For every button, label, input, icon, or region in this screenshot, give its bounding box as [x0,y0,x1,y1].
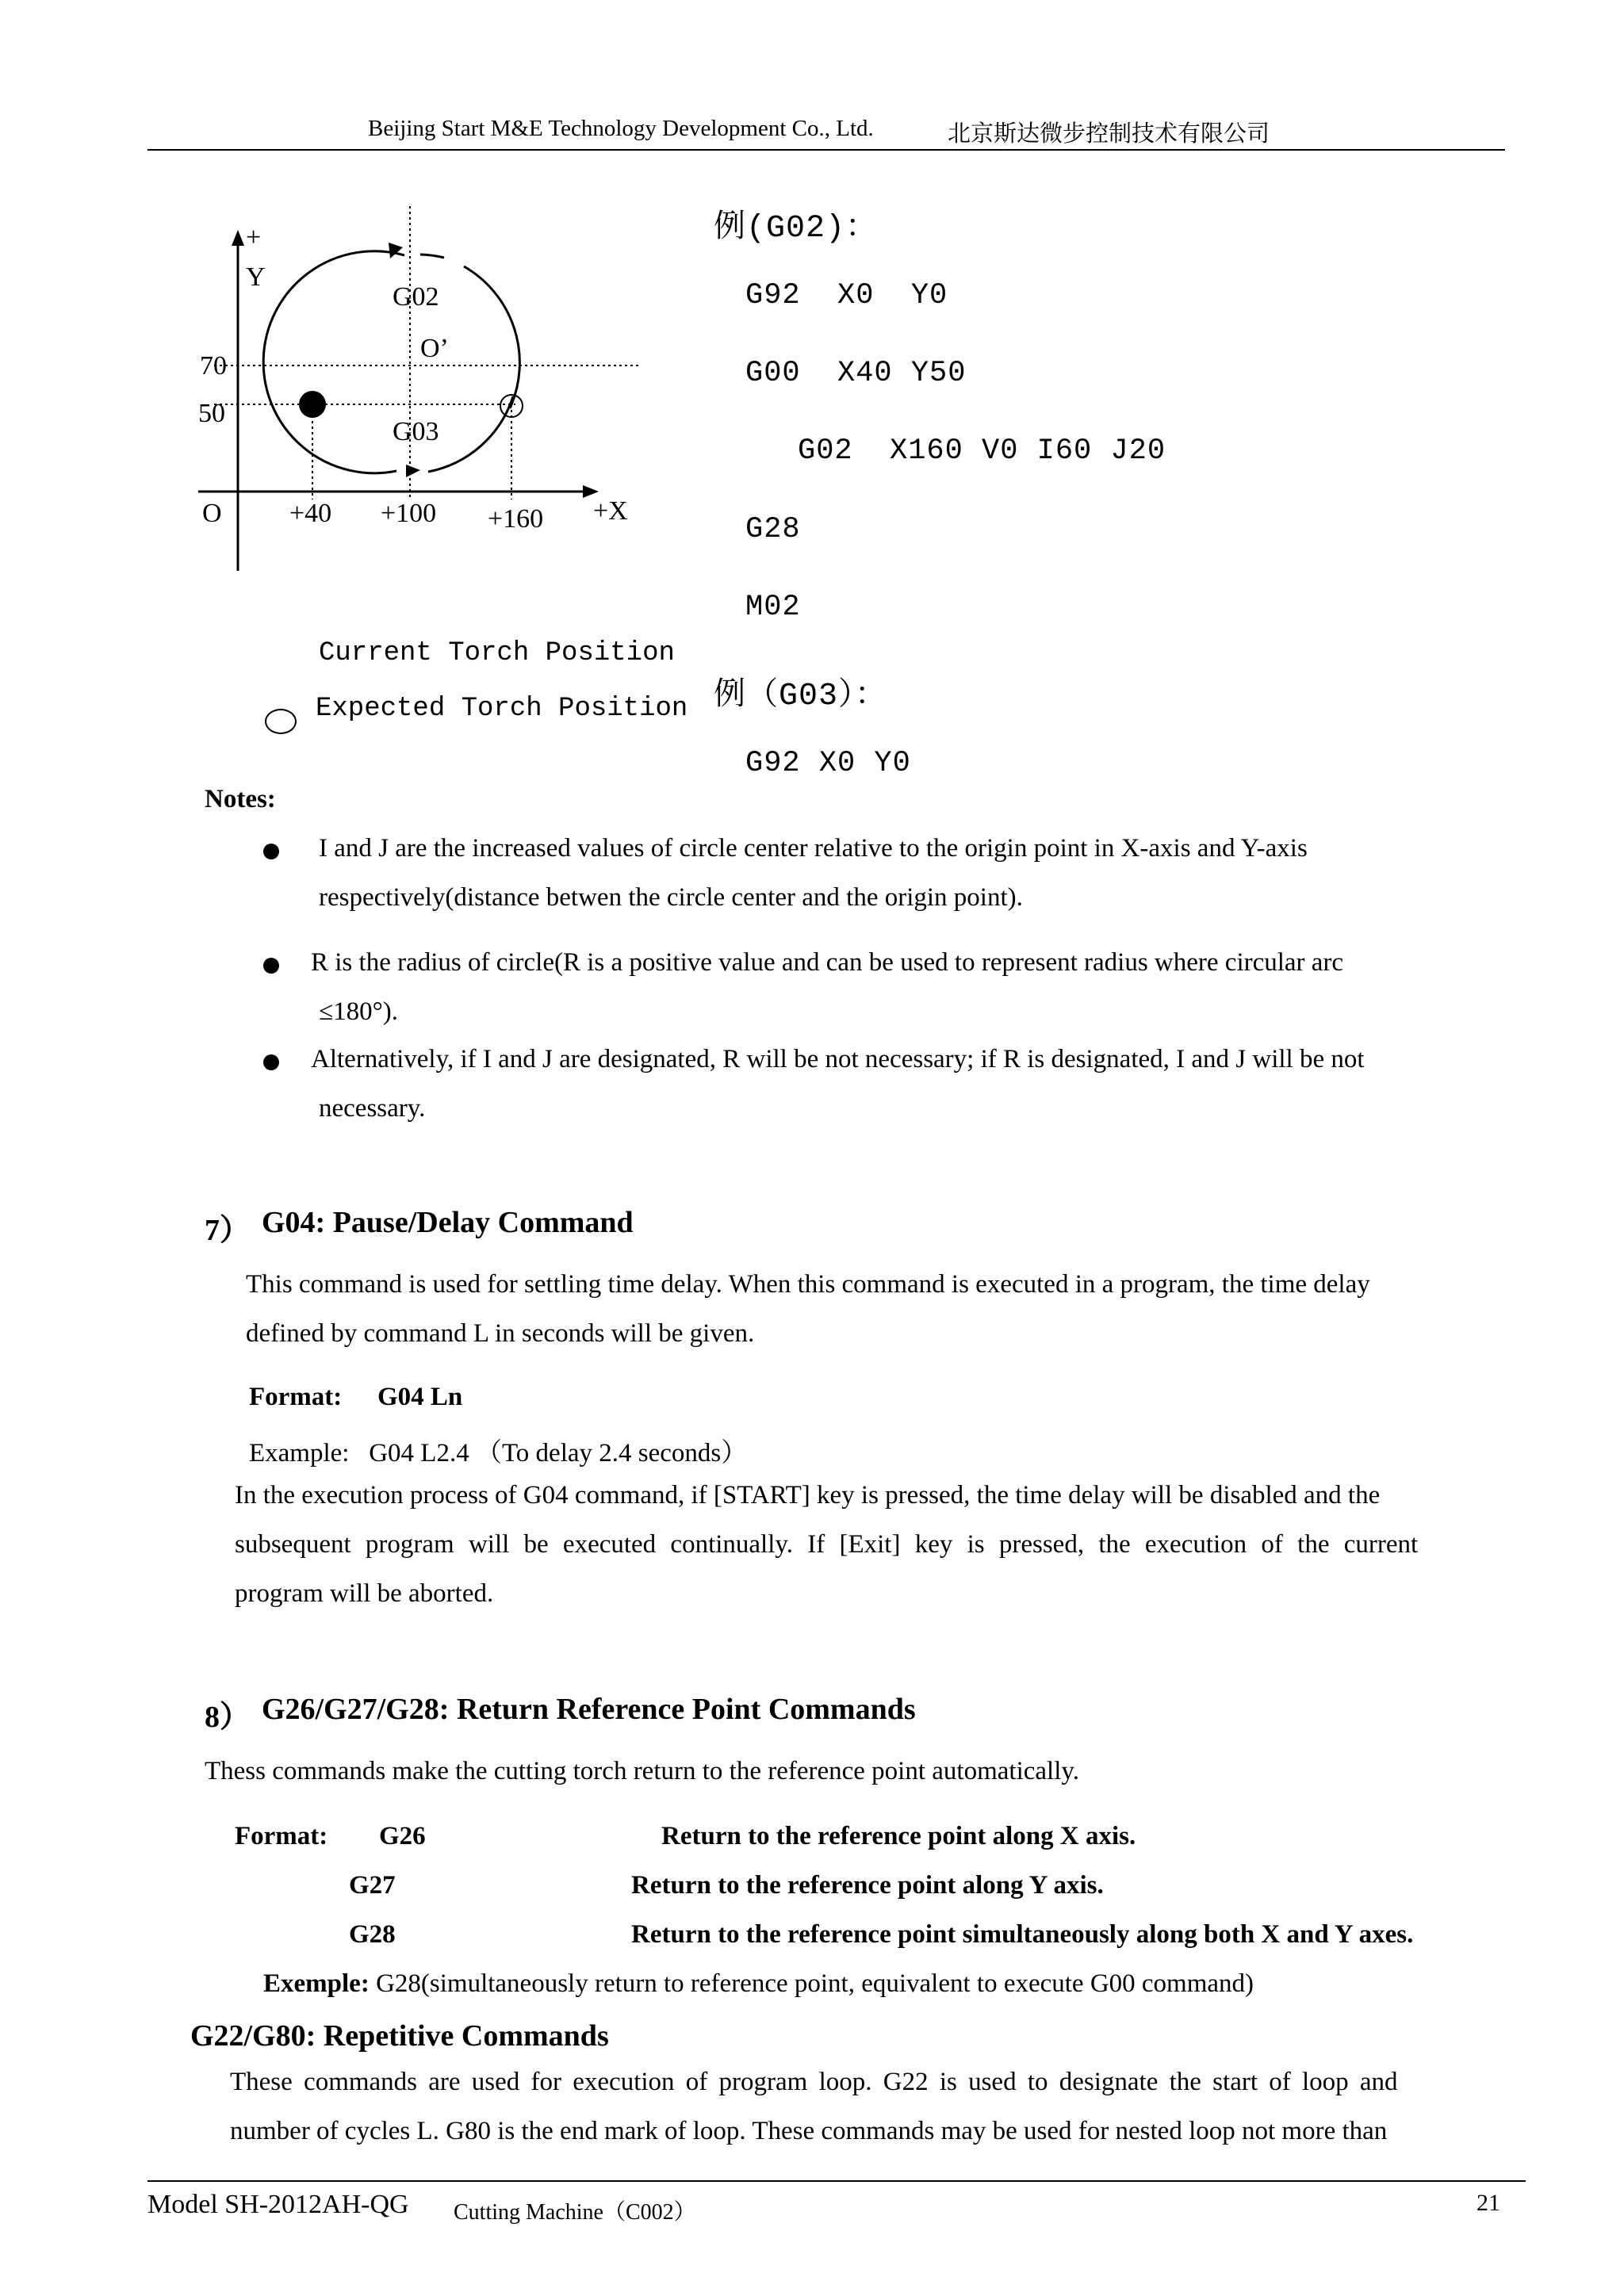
g02-label: G02 [393,282,439,312]
header-company-en: Beijing Start M&E Technology Development Co., Ltd. [368,116,874,141]
legend-expected: Expected Torch Position [316,694,688,724]
notes-title: Notes: [205,785,276,813]
note-bullet-2 [263,958,279,974]
footer-model: Model SH-2012AH-QG [147,2190,409,2219]
section-8-example-label: Exemple: [263,1969,370,1998]
section-8-row-2-text: Return to the reference point along Y axis. [631,1871,1104,1900]
x-tick-160: +160 [488,504,544,534]
example-g02-line-5: M02 [745,591,801,624]
header-rule [147,149,1505,151]
section-7-title: G04: Pause/Delay Command [262,1206,634,1239]
circular-interpolation-diagram [190,206,904,618]
legend-current: Current Torch Position [319,638,675,668]
circle-arc-top [420,254,444,258]
x-label: +X [593,496,628,526]
section-9-line-1: These commands are used for execution of program loop. G22 is used to designate the start of loop and [230,2068,1398,2096]
section-8-row-3-code: G28 [349,1920,396,1949]
section-7-para-line-3: program will be aborted. [235,1579,494,1608]
g03-direction-arrow [406,465,420,477]
footer-rule [147,2180,1526,2182]
y-tick-50: 50 [198,399,225,428]
section-7-format-value: G04 Ln [377,1383,463,1411]
circle-arc-top-right [464,266,519,408]
x-tick-100: +100 [381,499,437,528]
section-8-row-1-code: G26 [379,1822,426,1850]
section-8-desc: Thess commands make the cutting torch return to the reference point automatically. [205,1757,1079,1785]
note-3-line-1: Alternatively, if I and J are designated, R will be not necessary; if R is designated, I and J will be not [311,1045,1365,1073]
section-8-row-1-text: Return to the reference point along X axis. [661,1822,1136,1850]
legend-expected-icon [265,709,297,734]
note-3-line-2: necessary. [319,1094,426,1123]
center-label: O’ [420,334,449,363]
note-1-line-2: respectively(distance betwen the circle center and the origin point). [319,883,1023,912]
example-g03-title: 例（G03）： [714,679,888,714]
note-2-line-2: ≤180°). [319,997,399,1026]
g03-label: G03 [393,417,439,446]
y-plus-label: + [246,223,262,252]
section-8-row-2-code: G27 [349,1871,396,1900]
origin-label: O [202,499,222,528]
example-g03-line-1: G92 X0 Y0 [745,747,911,780]
section-8-number: 8） [205,1701,251,1734]
note-bullet-1 [263,844,279,859]
header-company-cn: 北京斯达微步控制技术有限公司 [948,120,1270,147]
section-7-number: 7） [205,1214,251,1247]
section-7-desc-line-1: This command is used for settling time delay. When this command is executed in a program, the time delay [246,1270,1370,1299]
section-8-example-text: G28(simultaneously return to reference point, equivalent to execute G00 command) [369,1969,1254,1998]
example-g02-title: 例(G02)： [714,211,879,247]
example-g02-line-1: G92 X0 Y0 [745,279,948,312]
section-9-line-2: number of cycles L. G80 is the end mark of loop. These commands may be used for nested loop not more than [230,2117,1388,2145]
y-axis-arrow [232,230,244,246]
section-8-title: G26/G27/G28: Return Reference Point Commands [262,1693,916,1726]
note-2-line-1: R is the radius of circle(R is a positive value and can be used to represent radius where circular arc [311,948,1344,977]
example-g02-line-2: G00 X40 Y50 [745,357,967,390]
section-8-row-3-text: Return to the reference point simultaneously along both X and Y axes. [631,1920,1414,1949]
section-7-example: Example: G04 L2.4 （To delay 2.4 seconds） [249,1439,748,1468]
note-1-line-1: I and J are the increased values of circle center relative to the origin point in X-axis and Y-axis [319,834,1308,863]
section-7-para-line-1: In the execution process of G04 command, if [START] key is pressed, the time delay will be disabled and the [235,1481,1381,1510]
example-g02-line-3: G02 X160 V0 I60 J20 [798,434,1166,468]
y-label: Y [246,262,266,292]
footer-page-number: 21 [1477,2190,1500,2216]
section-7-format-label: Format: [249,1383,343,1411]
note-bullet-3 [263,1054,279,1070]
section-8-example [263,1969,1254,1999]
y-tick-70: 70 [200,351,227,381]
example-g02-line-4: G28 [745,513,801,546]
section-9-title: G22/G80: Repetitive Commands [190,2019,609,2053]
section-7-para-line-2: subsequent program will be executed continually. If [Exit] key is pressed, the execution of the current [235,1530,1419,1559]
footer-machine: Cutting Machine（C002） [454,2200,696,2225]
section-8-format-label: Format: [235,1822,328,1850]
section-7-desc-line-2: defined by command L in seconds will be given. [246,1319,755,1348]
g02-direction-arrow [389,243,403,258]
circle-arc-left [263,251,404,473]
x-tick-40: +40 [289,499,332,528]
current-torch-marker [299,391,326,418]
